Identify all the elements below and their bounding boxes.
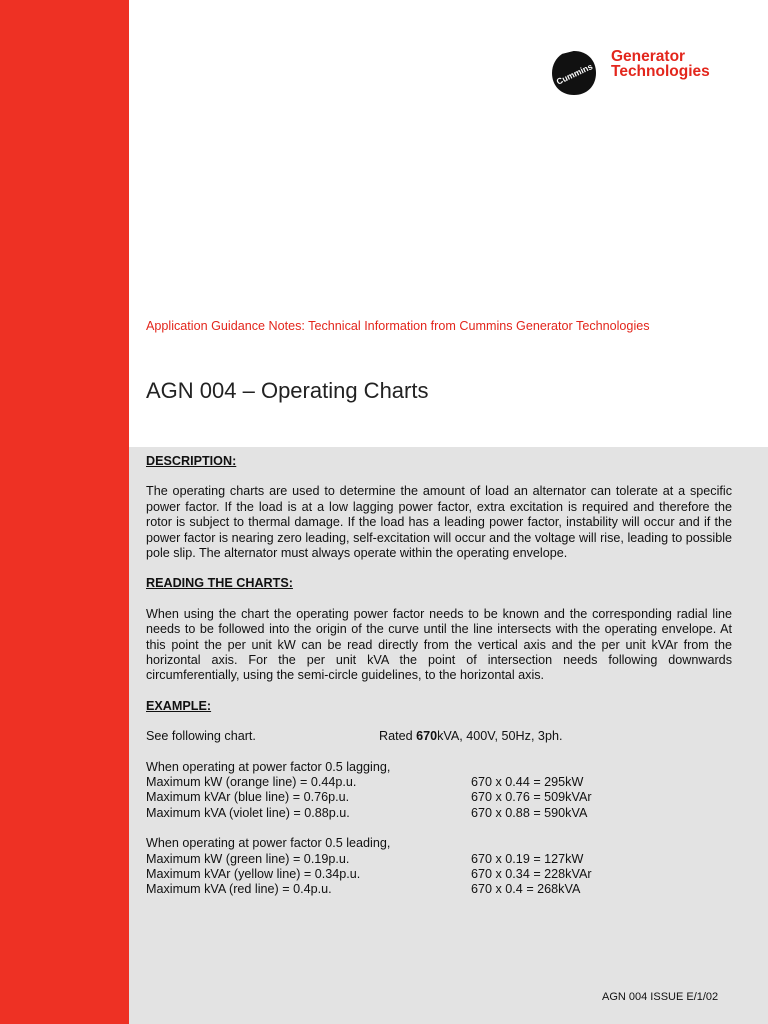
rated-kva-value: 670: [416, 729, 438, 744]
calc-row: Maximum kVAr (yellow line) = 0.34p.u. 670 x 0.34 = 228kVAr: [146, 867, 592, 882]
lagging-block: [146, 760, 732, 822]
calc-row: Maximum kW (green line) = 0.19p.u. 670 x 0.19 = 127kW: [146, 851, 584, 866]
emblem-text: Cummins: [554, 61, 595, 87]
page-title: AGN 004 – Operating Charts: [146, 378, 429, 403]
see-chart-text: See following chart.: [146, 729, 256, 744]
lagging-intro: When operating at power factor 0.5 lagging,: [146, 759, 391, 774]
left-red-bar: [0, 0, 129, 1024]
example-heading: EXAMPLE:: [146, 698, 212, 713]
content-body: [146, 454, 732, 913]
calc-row: Maximum kVA (red line) = 0.4p.u. 670 x 0.4 = 268kVA: [146, 882, 581, 897]
reading-heading: READING THE CHARTS:: [146, 576, 293, 591]
calc-row: Maximum kVAr (blue line) = 0.76p.u. 670 x 0.76 = 509kVAr: [146, 790, 592, 805]
calc-row: Maximum kVA (violet line) = 0.88p.u. 670 x 0.88 = 590kVA: [146, 805, 588, 820]
brand-name: [611, 49, 710, 79]
brand-line-2: Technologies: [611, 63, 710, 80]
document-subtitle: Application Guidance Notes: Technical Information from Cummins Generator Technologies: [146, 319, 650, 333]
cummins-emblem-icon: [549, 48, 599, 98]
brand-line-1: Generator: [611, 48, 686, 65]
description-text: The operating charts are used to determine the amount of load an alternator can tolerate at a specific power factor. If the load is at a low lagging power factor, extra excitation is required and therefore the rotor is subject to thermal damage. If the load has a leading power factor, instability will occur and if the power factor is nearing zero leading, self-excitation will occur and the voltage will rise, leading to possible pole slip. The alternator must always operate within the operating envelope.: [146, 484, 732, 561]
reading-text: When using the chart the operating power factor needs to be known and the corresponding radial line needs to be followed into the origin of the curve until the line intersects with the operating envelope. At this point the per unit kW can be read directly from the vertical axis and the per unit kVAr from the horizontal axis. For the per unit kVA the point of intersection needs following downwards circumferentially, using the semi-circle guidelines, to the horizontal axis.: [146, 606, 732, 683]
leading-block: [146, 836, 732, 898]
company-logo: [549, 44, 749, 96]
leading-intro: When operating at power factor 0.5 leading,: [146, 836, 391, 851]
rating-text: Rated 670kVA, 400V, 50Hz, 3ph.: [379, 729, 563, 744]
page-footer: AGN 004 ISSUE E/1/02: [602, 991, 719, 1003]
description-heading: DESCRIPTION:: [146, 454, 237, 468]
calc-row: Maximum kW (orange line) = 0.44p.u. 670 x 0.44 = 295kW: [146, 775, 584, 790]
example-reference: [146, 729, 732, 744]
